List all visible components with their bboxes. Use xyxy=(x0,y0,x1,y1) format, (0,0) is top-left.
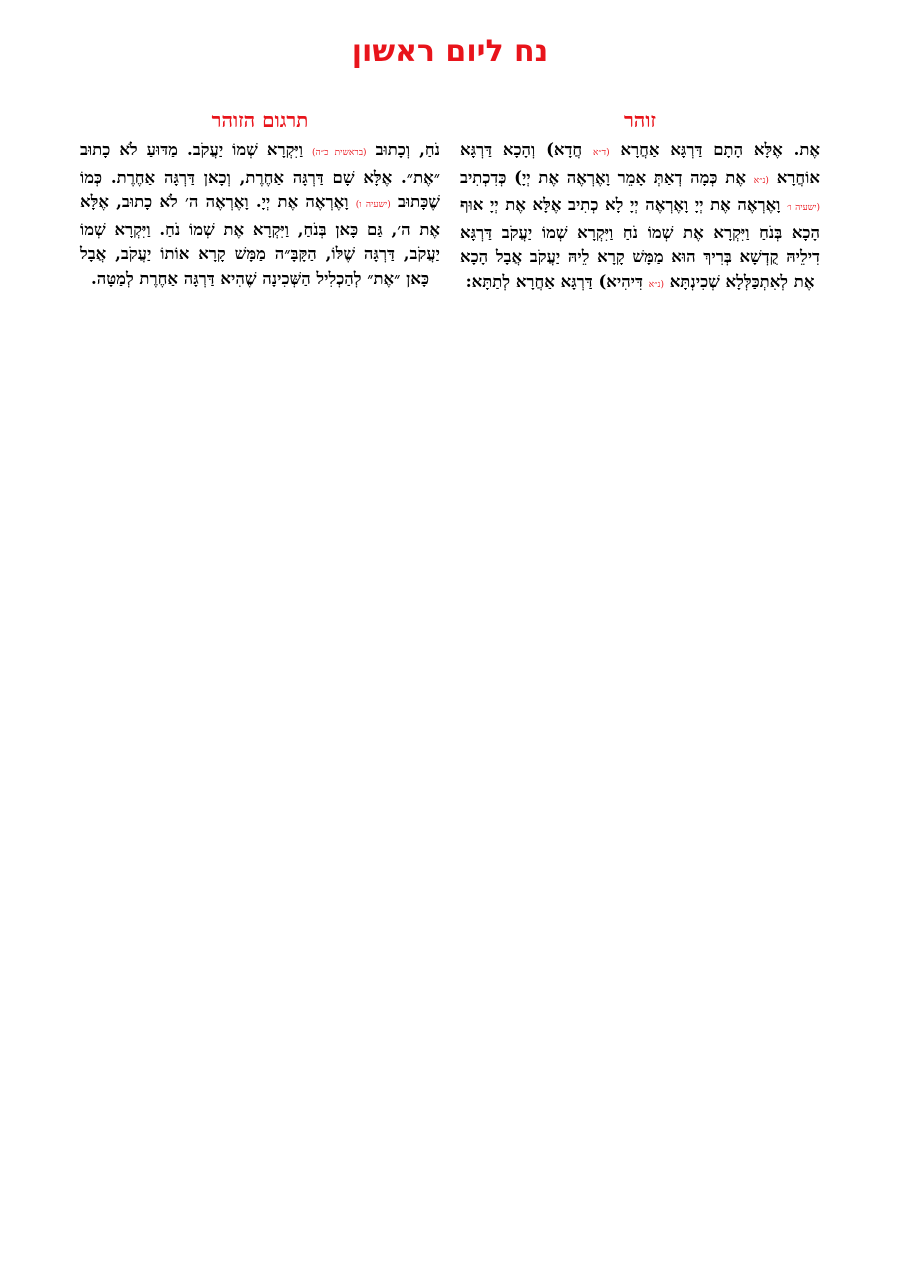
page-title: נח ליום ראשון xyxy=(351,34,549,69)
zohar-reference: (ישעיה ו׳ xyxy=(787,203,820,213)
zohar-reference: (נ״א xyxy=(648,279,664,290)
targum-text-segment: נֹחַ, וְכָתוּב xyxy=(366,140,440,159)
zohar-text-segment: חֲדָא) וְהָכָא דַּרְגָּא אוֹחֲרָא xyxy=(460,140,820,187)
zohar-text-segment: וָאֶרְאֶה אֶת יְיָ וָאֶרְאֶה יְיָ לָא כְתִיב אֶלָּא אֶת יְיָ אוּף הָכָא בְּנֹחַ וַיִּקְרָא אֶת שְׁמוֹ נֹחַ וַיִּקְרָא שְׁמוֹ יַעֲקֹב דַּרְגָּא דִילֵיהּ קֻדְשָׁא בְּרִיךְ הוּא מַמָּשׁ קָרָא לֵיהּ יַעֲקֹב אֲבָל הָכָא אֶת לְאִתְכַּלְּלָא שְׁכִינְתָּא xyxy=(460,195,820,291)
targum-reference: (ישעיה ו) xyxy=(355,200,391,210)
targum-text xyxy=(80,138,440,291)
zohar-column xyxy=(460,106,820,297)
zohar-text-segment: אֶת. אֶלָּא הָתָם דַּרְגָּא אַחֲרָא xyxy=(609,140,820,159)
targum-heading: תרגום הזוהר xyxy=(211,108,309,132)
targum-text-segment: וַיִּקְרָא שְׁמוֹ יַעֲקֹב. מַדּוּעַ לֹא כָתוּב ״אֶת״. אֶלָּא שָׁם דַּרְגָּה אַחֶרֶת, וְכָאן דַּרְגָּה אַחֶרֶת. כְּמוֹ שֶׁכָּתוּב xyxy=(80,140,440,211)
zohar-text-segment: אֶת כְּמָה דְאַתְּ אָמֵר וָאֶרְאֶה אֶת יְיָ) כְּדִכְתִיב xyxy=(460,167,754,187)
zohar-text xyxy=(460,138,820,297)
targum-reference: (בראשית כ״ה) xyxy=(312,148,367,158)
targum-column xyxy=(80,106,440,291)
zohar-reference: (ד״א xyxy=(592,148,610,158)
zohar-reference: (נ״א xyxy=(753,175,769,186)
zohar-text-segment: דִּיהִיא) דַּרְגָּא אַחֲרָא לְתַתָּא: xyxy=(465,271,649,291)
targum-text-segment: וָאֶרְאֶה אֶת יְיָ. וָאֶרְאֶה ה׳ לֹא כָתוּב, אֶלָּא אֶת ה׳, גַּם כָּאן בְּנֹחַ, וַיִּקְרָא אֶת שְׁמוֹ נֹחַ. וַיִּקְרָא שְׁמוֹ יַעֲקֹב, דַּרְגָּה שֶׁלּוֹ, הַקָּבָּ״ה מַמָּשׁ קָרָא אוֹתוֹ יַעֲקֹב, אֲבָל כָּאן ״אֶת״ לְהַכְלִיל הַשְּׁכִינָה שֶׁהִיא דַּרְגָּה אַחֶרֶת לְמַטָּה. xyxy=(80,192,440,288)
zohar-heading: זוהר xyxy=(623,108,657,132)
